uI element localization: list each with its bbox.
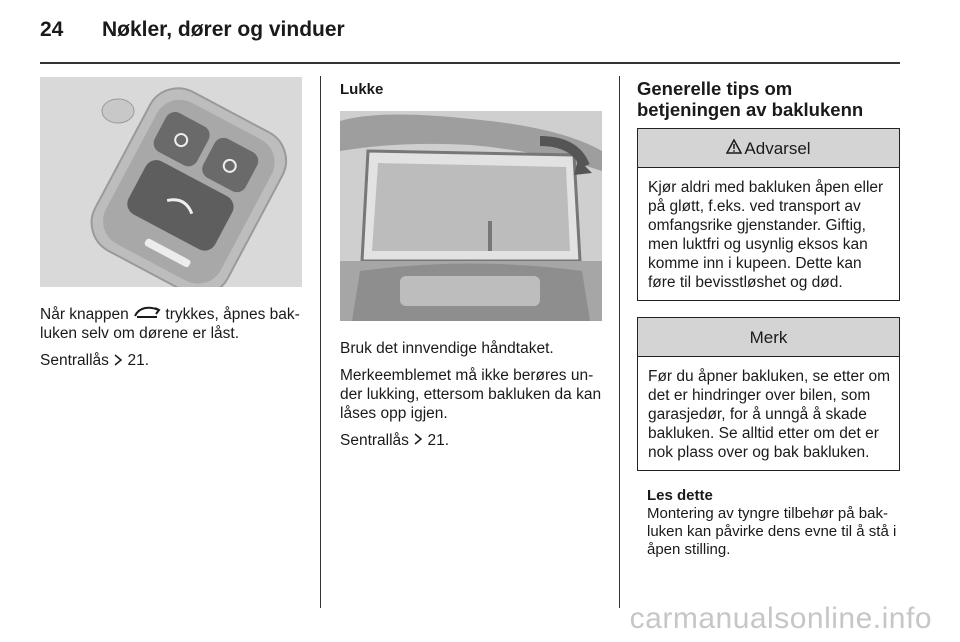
col2-paragraph-2: Merkeemblemet må ikke berøres un-der lukking, ettersom bakluken da kan låses opp igjen. [340,367,602,422]
col2-paragraph-1: Bruk det innvendige håndtaket. [340,340,554,357]
read-this-note [637,487,900,559]
read-this-title: Les dette [647,487,713,504]
watermark: carmanualsonline.info [629,602,932,635]
page-header [40,18,345,42]
page-title: Nøkler, dører og vinduer [102,18,345,41]
page-number: 24 [40,18,64,41]
header-rule [40,62,900,64]
tailgate-icon [133,305,161,324]
note-header: Merk [638,318,899,357]
note-box [637,317,900,471]
page-ref-icon [113,352,123,371]
column-divider-2 [619,76,620,608]
warning-box [637,128,900,301]
car-key-fob-icon [40,77,302,287]
column-2 [340,80,602,458]
subheading-lukke: Lukke [340,81,384,98]
note-text: Før du åpner bakluken, se etter om det er hindringer over bilen, som garasjedør, for å unngå å skade bakluken. Se alltid etter om det er nok plass over og bak bakluken. [648,368,891,461]
column-divider-1 [320,76,321,608]
warning-header [638,129,899,168]
col2-paragraph-3: Sentrallås 21. [340,432,450,449]
warning-text: Kjør aldri med bakluken åpen eller på gløtt, f.eks. ved transport av omfangsrike gjenstander. Giftig, men luktfri og usynlig eksos kan komme inn i kupeen. Dette kan føre til bevisstløshet og død. [648,179,884,291]
col1-paragraph-2: Sentrallås 21. [40,352,150,370]
read-this-text: Montering av tyngre tilbehør på bak-luken kan påvirke dens evne til å stå i åpen stilling. [647,505,897,558]
open-tailgate-icon [340,111,602,321]
section-heading: Generelle tips om betjeningen av baklukenn [637,78,864,120]
column-3 [637,78,900,559]
page-ref-icon [413,431,423,450]
col1-paragraph-1: Når knappen trykkes, åpnes bak-luken selv om dørene er låst. [40,306,300,343]
warning-title: Advarsel [744,138,811,158]
column-1 [40,77,302,379]
warning-triangle-icon [726,139,742,158]
